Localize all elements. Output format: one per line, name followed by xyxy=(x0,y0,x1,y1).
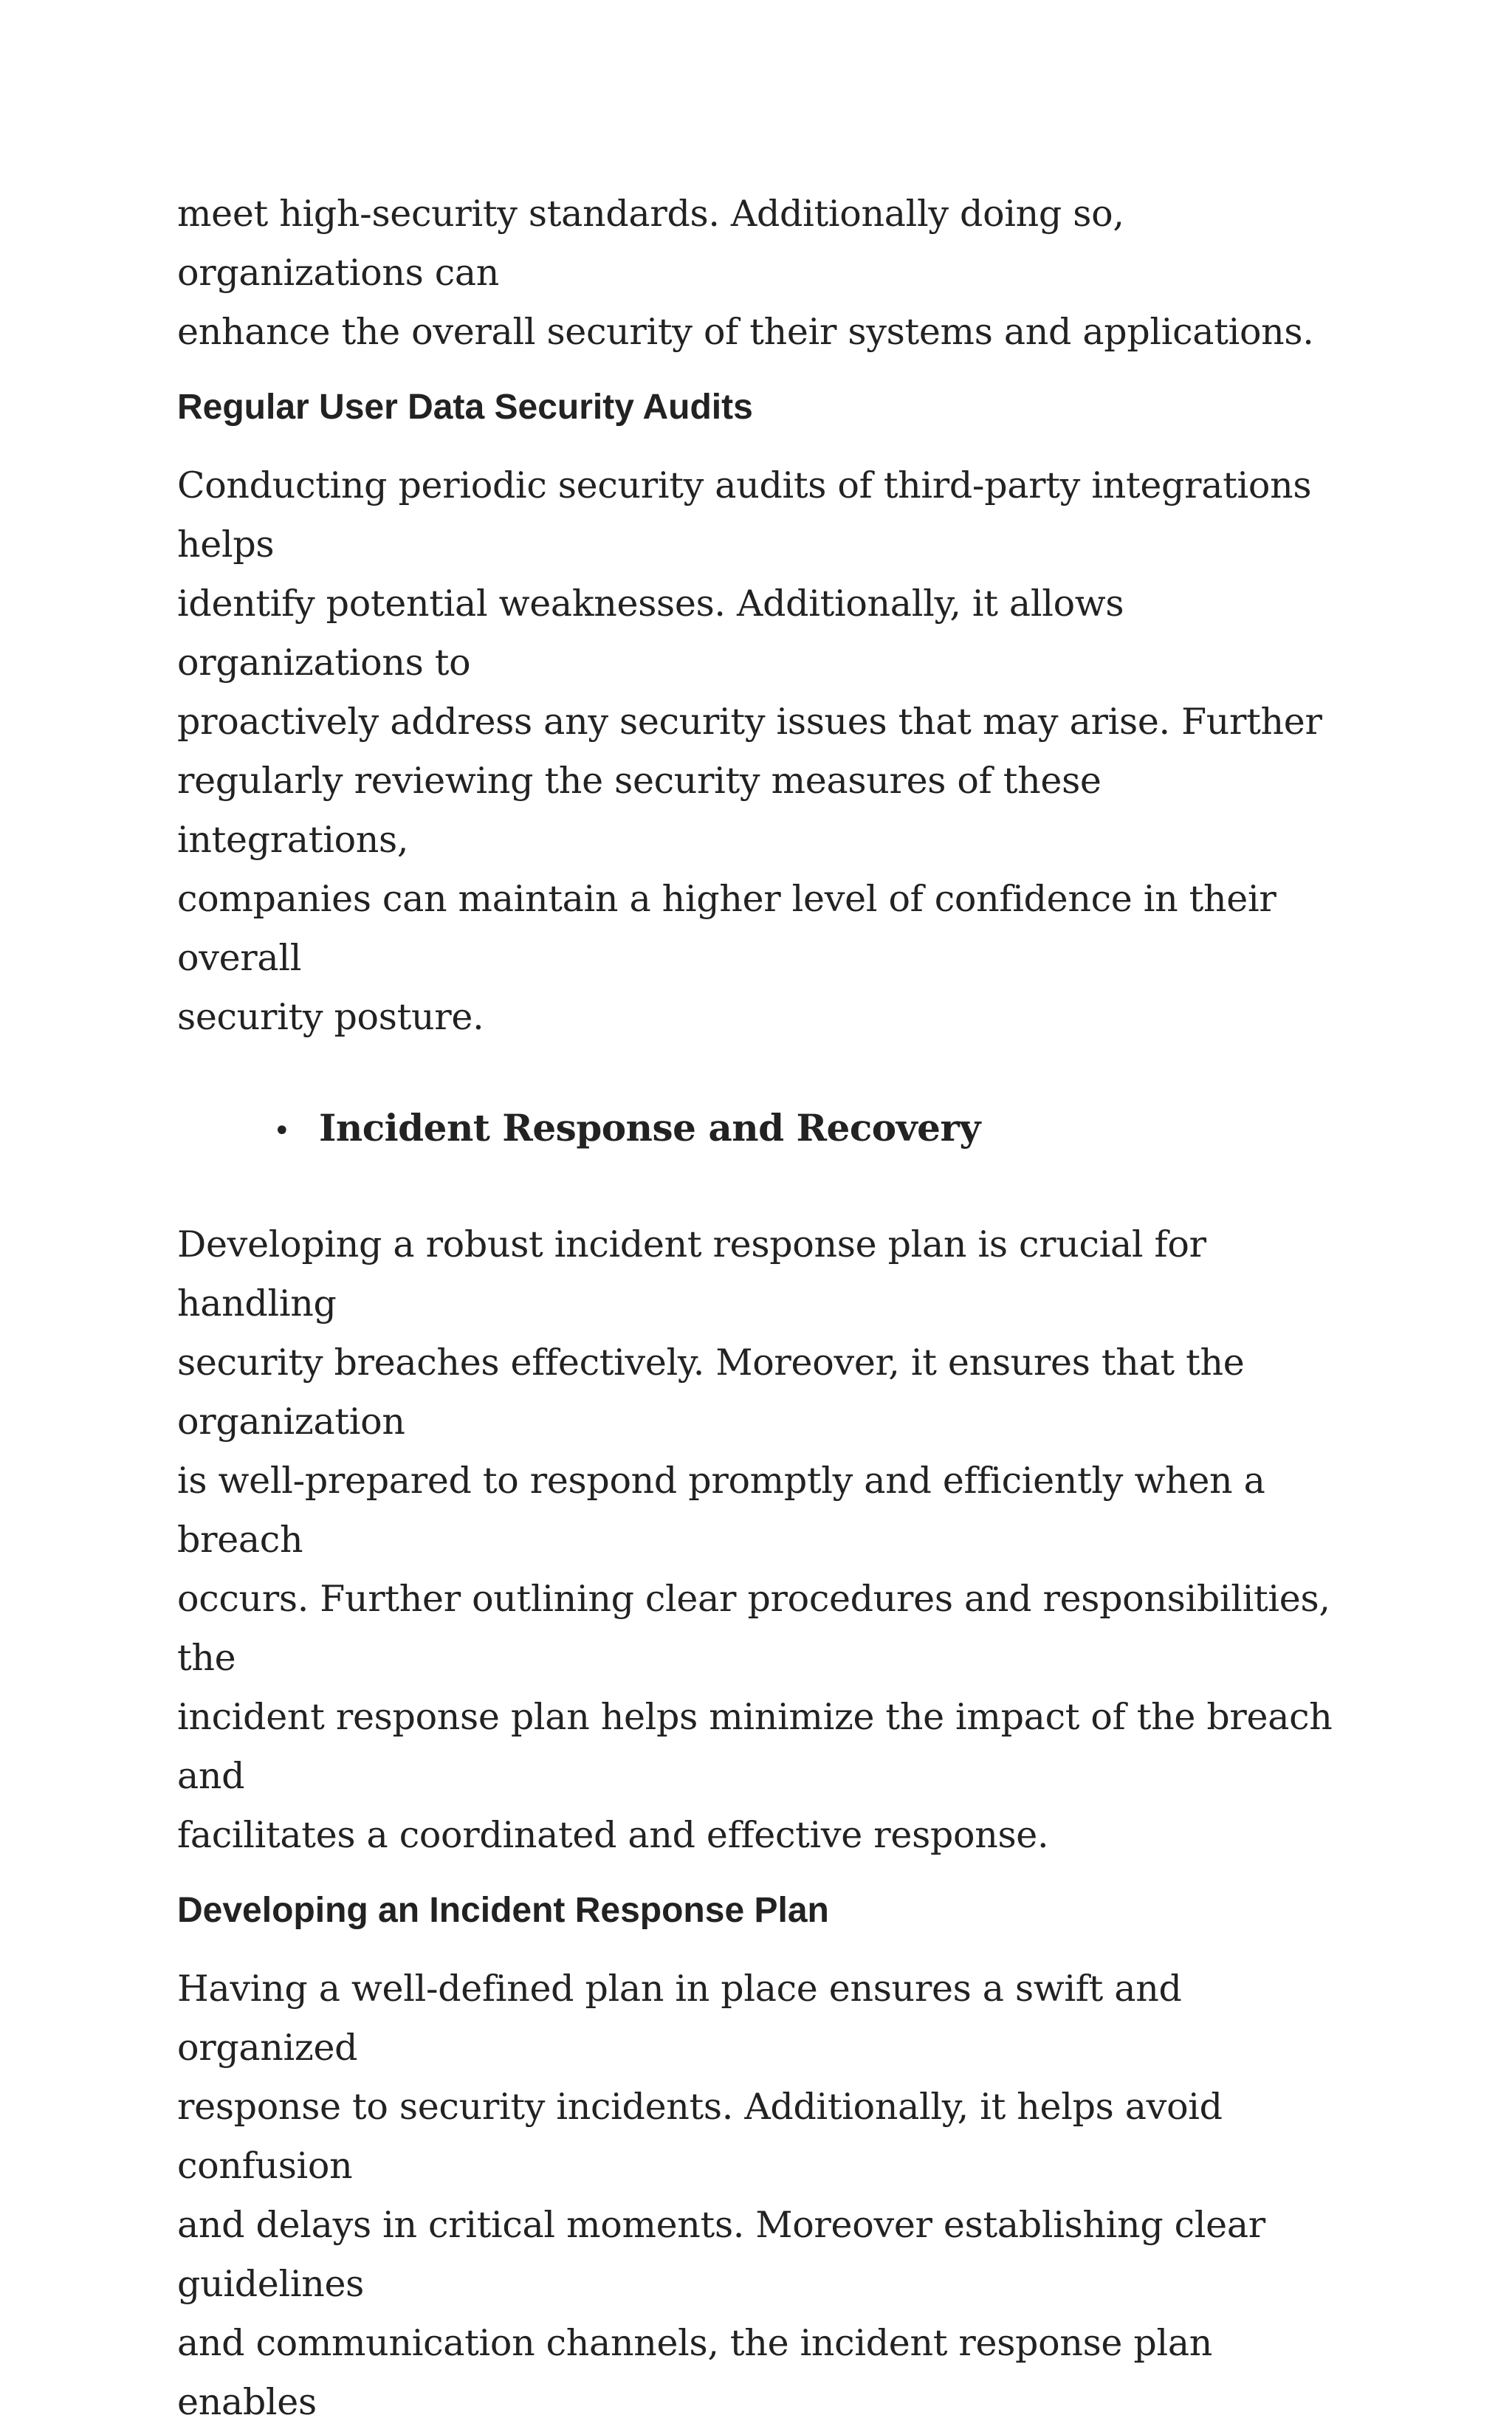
section-heading: Regular User Data Security Audits xyxy=(177,388,753,427)
body-paragraph: Developing a robust incident response plan is crucial for handling security breaches effectively. Moreover, it ensures that the organization is well-prepared to respond promptly and efficiently when a breach occurs. Further outlining clear procedures and responsibilities, the incident response plan helps minimize the impact of the breach and facilitates a coordinated and effective response. xyxy=(177,1223,1333,1856)
document-page xyxy=(177,185,1344,2432)
bullet-heading: Incident Response and Recovery xyxy=(319,1106,980,1150)
body-paragraph: Having a well-defined plan in place ensures a swift and organized response to security incidents. Additionally, it helps avoid confusion and delays in critical moments. Moreover establishing clear guidelines and communication channels, the incident response plan enables xyxy=(177,1968,1265,2423)
body-paragraph: Conducting periodic security audits of third-party integrations helps identify potential weaknesses. Additionally, it allows organizations to proactively address any security issues that may arise. Further regularly reviewing the security measures of these integrations, companies can maintain a higher level of confidence in their overall security posture. xyxy=(177,464,1322,1038)
section-heading: Developing an Incident Response Plan xyxy=(177,1891,829,1930)
bullet-icon: • xyxy=(273,1114,291,1148)
body-paragraph: meet high-security standards. Additionally doing so, organizations can enhance the overall security of their systems and applications. xyxy=(177,193,1314,353)
bullet-list-item xyxy=(273,1106,1344,1150)
